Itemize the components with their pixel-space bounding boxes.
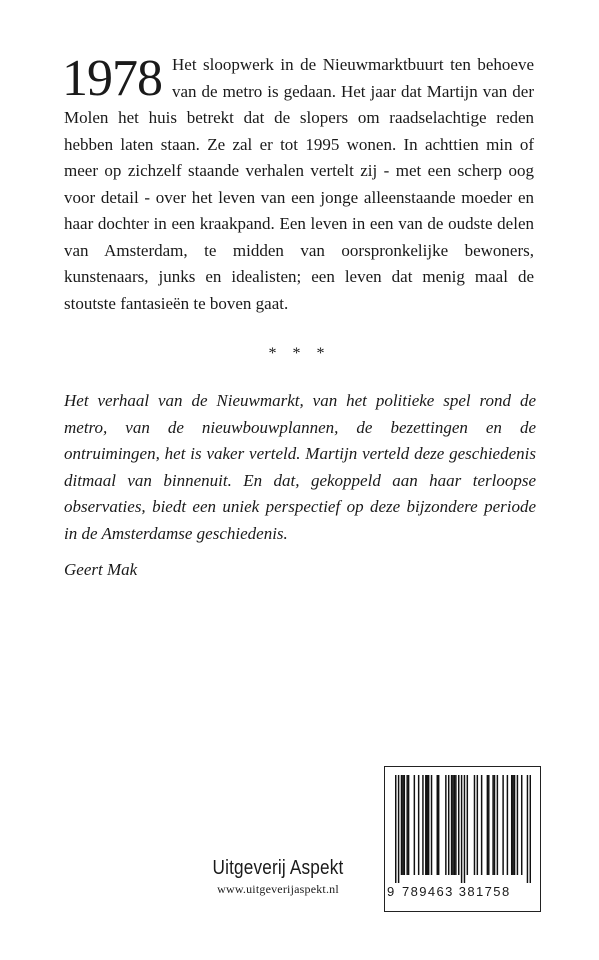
barcode-bar xyxy=(507,775,508,875)
barcode-bar xyxy=(425,775,426,875)
barcode-bar xyxy=(502,775,503,875)
barcode-bar xyxy=(402,775,403,875)
section-separator: * * * xyxy=(268,345,331,362)
barcode-bar xyxy=(494,775,495,875)
barcode-bar xyxy=(445,775,446,875)
barcode-bar xyxy=(438,775,439,875)
barcode-bar xyxy=(521,775,522,875)
barcode-bar xyxy=(464,775,465,883)
intro-text: Het sloopwerk in de Nieuwmarktbuurt ten behoeve van de metro is gedaan. Het jaar dat Martijn van der Molen het huis betrekt dat de slopers om raadselachtige reden hebben laten staan. Ze zal er tot 1995 wonen. In achttien min of meer op zichzelf staande verhalen vertelt zij - met een scherp oog voor detail - over het leven van een jonge alleenstaande moeder en haar dochter in een kraakpand. Een leven in een van de oudste delen van Amsterdam, te midden van oorspronkelijke bewoners, kunstenaars, junks en idealisten; een leven dat menig maal de stoutste fantasieën te boven gaat. xyxy=(64,55,534,313)
publisher-url: www.uitgeverijaspekt.nl xyxy=(217,882,339,896)
barcode-bar xyxy=(474,775,475,875)
barcode-bar xyxy=(452,775,453,875)
intro-paragraph xyxy=(64,52,534,317)
quote-author: Geert Mak xyxy=(64,560,138,579)
barcode-bar xyxy=(401,775,402,875)
barcode-bar xyxy=(448,775,449,875)
isbn-barcode xyxy=(384,766,541,912)
barcode-bar xyxy=(431,775,432,875)
barcode-bar xyxy=(395,775,396,883)
review-quote: Het verhaal van de Nieuwmarkt, van het politieke spel rond de metro, van de nieuwbouwplannen, de bezettingen en de ontruimingen, het is vaker verteld. Martijn verteld deze geschiedenis ditmaal van binnenuit. En dat, gekoppeld aan haar terloopse observaties, biedt een uniek perspectief op deze bijzondere periode in de Amsterdamse geschiedenis. xyxy=(64,391,536,543)
barcode-bar xyxy=(530,775,531,883)
barcode-bar xyxy=(467,775,468,875)
barcode-bar xyxy=(404,775,405,875)
barcode-first-digit: 9 xyxy=(387,884,396,899)
barcode-bar xyxy=(488,775,489,875)
barcode-bar xyxy=(492,775,493,875)
barcode-bar xyxy=(418,775,419,875)
barcode-bar xyxy=(497,775,498,875)
barcode-bar xyxy=(514,775,515,875)
barcode-bar xyxy=(408,775,409,875)
barcode-bar xyxy=(481,775,482,875)
barcode-bar xyxy=(477,775,478,875)
barcode-bar xyxy=(527,775,528,883)
barcode-bar xyxy=(458,775,459,875)
barcode-bar xyxy=(414,775,415,875)
intro-year: 1978 xyxy=(62,50,162,107)
barcode-bar xyxy=(398,775,399,883)
barcode-bar xyxy=(428,775,429,875)
barcode-bar xyxy=(406,775,407,875)
barcode-bar xyxy=(461,775,462,883)
barcode-bar xyxy=(455,775,456,875)
barcode-number: 789463 381758 xyxy=(402,884,511,899)
barcode-bar xyxy=(512,775,513,875)
barcode-bar xyxy=(487,775,488,875)
barcode-bar xyxy=(517,775,518,875)
barcode-bars xyxy=(395,775,531,883)
publisher-block xyxy=(188,857,368,897)
barcode-bar xyxy=(422,775,423,875)
barcode-bar xyxy=(451,775,452,875)
barcode-bar xyxy=(454,775,455,875)
barcode-bar xyxy=(426,775,427,875)
barcode-bar xyxy=(511,775,512,875)
publisher-logo: Uitgeverij Aspekt xyxy=(212,857,344,879)
barcode-bar xyxy=(437,775,438,875)
